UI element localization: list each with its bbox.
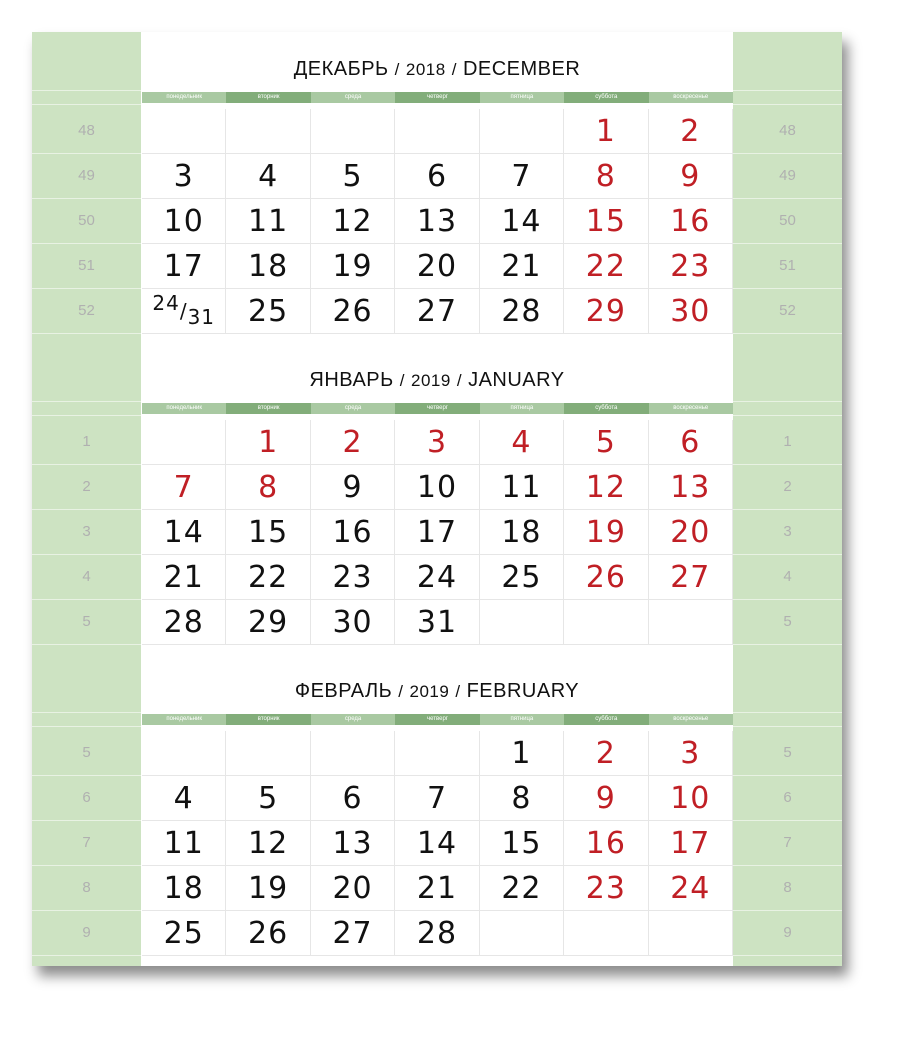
week-number-right: 52 <box>779 302 796 319</box>
header-divider <box>733 401 842 402</box>
weekday-label: вторник <box>226 714 310 725</box>
week-number-right: 4 <box>783 568 792 585</box>
day-cell: 19 <box>226 866 310 911</box>
day-cell: 21 <box>395 866 479 911</box>
day-cell: 29 <box>564 289 648 334</box>
day-cell: 26 <box>226 911 310 956</box>
day-cell: 11 <box>226 199 310 244</box>
week-divider <box>733 333 842 334</box>
week-number-right: 5 <box>783 613 792 630</box>
title-separator: / <box>398 682 404 701</box>
title-separator: / <box>394 60 400 79</box>
week-number-left: 49 <box>78 167 95 184</box>
day-cell: 27 <box>311 911 395 956</box>
day-cell: 7 <box>480 154 564 199</box>
day-cell: 4 <box>142 776 226 821</box>
day-cell: 10 <box>649 776 733 821</box>
day-cell: 1 <box>480 731 564 776</box>
day-cell: 11 <box>142 821 226 866</box>
month-name-ru: ДЕКАБРЬ <box>293 58 389 80</box>
day-cell: 1 <box>226 420 310 465</box>
day-cell: 27 <box>395 289 479 334</box>
header-divider <box>32 401 141 402</box>
day-cell: 3 <box>649 731 733 776</box>
day-grid <box>142 420 733 645</box>
weekday-header <box>142 403 733 414</box>
day-cell: 3 <box>395 420 479 465</box>
combined-day-label: 24/31 <box>152 291 216 329</box>
weekday-label: понедельник <box>142 403 226 414</box>
day-cell: 30 <box>311 600 395 645</box>
day-cell: 13 <box>395 199 479 244</box>
week-number-left: 8 <box>82 879 91 896</box>
weekday-header <box>142 92 733 103</box>
day-cell: 20 <box>395 244 479 289</box>
empty-day-cell <box>564 600 648 645</box>
week-divider <box>32 644 141 645</box>
weekday-label: воскресенье <box>649 714 733 725</box>
weekday-label: вторник <box>226 403 310 414</box>
day-cell: 4 <box>480 420 564 465</box>
day-cell: 3 <box>142 154 226 199</box>
empty-day-cell <box>395 731 479 776</box>
header-divider <box>733 104 842 105</box>
day-cell: 26 <box>564 555 648 600</box>
empty-day-cell <box>564 911 648 956</box>
weekday-label: четверг <box>395 714 479 725</box>
weekday-label: пятница <box>480 714 564 725</box>
week-number-left: 52 <box>78 302 95 319</box>
week-number-left: 1 <box>82 433 91 450</box>
empty-day-cell <box>480 911 564 956</box>
weekday-label: среда <box>311 403 395 414</box>
month-name-en: JANUARY <box>468 369 565 391</box>
day-cell: 13 <box>649 465 733 510</box>
weekday-label: вторник <box>226 92 310 103</box>
empty-day-cell <box>649 600 733 645</box>
day-cell: 15 <box>226 510 310 555</box>
month-title <box>142 58 732 86</box>
title-separator: / <box>456 371 463 390</box>
empty-day-cell <box>142 109 226 154</box>
day-cell: 22 <box>480 866 564 911</box>
empty-day-cell <box>649 911 733 956</box>
week-number-right: 1 <box>783 433 792 450</box>
empty-day-cell <box>311 109 395 154</box>
empty-day-cell <box>311 731 395 776</box>
weekday-label: понедельник <box>142 714 226 725</box>
day-cell: 15 <box>480 821 564 866</box>
week-number-left: 2 <box>82 478 91 495</box>
day-cell: 6 <box>311 776 395 821</box>
day-cell: 6 <box>649 420 733 465</box>
week-number-left: 48 <box>78 122 95 139</box>
day-cell: 7 <box>395 776 479 821</box>
day-cell: 14 <box>142 510 226 555</box>
day-cell: 6 <box>395 154 479 199</box>
day-cell: 5 <box>311 154 395 199</box>
day-cell: 9 <box>649 154 733 199</box>
day-cell: 4 <box>226 154 310 199</box>
day-cell: 8 <box>480 776 564 821</box>
day-cell: 9 <box>564 776 648 821</box>
empty-day-cell <box>142 420 226 465</box>
day-cell: 29 <box>226 600 310 645</box>
week-number-left: 7 <box>82 834 91 851</box>
weekday-label: суббота <box>564 403 648 414</box>
day-cell: 13 <box>311 821 395 866</box>
empty-day-cell <box>395 109 479 154</box>
day-cell: 25 <box>142 911 226 956</box>
calendar-sheet <box>32 32 842 966</box>
week-number-right: 3 <box>783 523 792 540</box>
weekday-label: понедельник <box>142 92 226 103</box>
day-cell: 27 <box>649 555 733 600</box>
day-cell: 28 <box>480 289 564 334</box>
day-cell: 2 <box>564 731 648 776</box>
month-year: 2019 <box>409 682 450 701</box>
header-divider <box>733 726 842 727</box>
day-cell: 16 <box>564 821 648 866</box>
header-divider <box>32 712 141 713</box>
month-name-ru: ЯНВАРЬ <box>309 369 394 391</box>
day-grid <box>142 109 733 334</box>
empty-day-cell <box>142 731 226 776</box>
day-cell: 28 <box>395 911 479 956</box>
week-number-left: 4 <box>82 568 91 585</box>
weekday-label: среда <box>311 714 395 725</box>
week-number-left: 5 <box>82 744 91 761</box>
day-cell: 8 <box>226 465 310 510</box>
day-cell: 2 <box>649 109 733 154</box>
day-cell: 9 <box>311 465 395 510</box>
weekday-label: пятница <box>480 403 564 414</box>
day-cell: 19 <box>311 244 395 289</box>
week-number-right: 5 <box>783 744 792 761</box>
header-divider <box>32 104 141 105</box>
day-cell <box>142 289 226 334</box>
empty-day-cell <box>226 109 310 154</box>
day-cell: 15 <box>564 199 648 244</box>
day-cell: 7 <box>142 465 226 510</box>
month-year: 2018 <box>405 60 446 79</box>
week-number-left: 50 <box>78 212 95 229</box>
day-cell: 12 <box>564 465 648 510</box>
weekday-label: воскресенье <box>649 92 733 103</box>
month-year: 2019 <box>411 371 451 390</box>
month-block-december <box>32 32 842 343</box>
week-number-left: 6 <box>82 789 91 806</box>
month-name-en: FEBRUARY <box>466 680 580 702</box>
weekday-label: суббота <box>564 714 648 725</box>
weekday-label: суббота <box>564 92 648 103</box>
weekday-label: среда <box>311 92 395 103</box>
week-number-right: 50 <box>779 212 796 229</box>
day-cell: 11 <box>480 465 564 510</box>
day-cell: 10 <box>395 465 479 510</box>
month-block-january <box>32 343 842 654</box>
header-divider <box>733 90 842 91</box>
day-cell: 16 <box>311 510 395 555</box>
day-cell: 22 <box>226 555 310 600</box>
weekday-label: воскресенье <box>649 403 733 414</box>
week-number-right: 6 <box>783 789 792 806</box>
day-cell: 14 <box>480 199 564 244</box>
weekday-label: четверг <box>395 92 479 103</box>
month-name-en: DECEMBER <box>462 58 581 80</box>
day-cell: 5 <box>226 776 310 821</box>
month-block-february <box>32 654 842 965</box>
day-cell: 21 <box>480 244 564 289</box>
week-number-left: 5 <box>82 613 91 630</box>
day-cell: 12 <box>226 821 310 866</box>
day-cell: 30 <box>649 289 733 334</box>
day-cell: 18 <box>480 510 564 555</box>
weekday-label: четверг <box>395 403 479 414</box>
day-cell: 24 <box>395 555 479 600</box>
week-number-left: 3 <box>82 523 91 540</box>
week-number-right: 2 <box>783 478 792 495</box>
day-cell: 18 <box>226 244 310 289</box>
weekday-label: пятница <box>480 92 564 103</box>
day-cell: 14 <box>395 821 479 866</box>
week-number-right: 49 <box>779 167 796 184</box>
week-number-right: 7 <box>783 834 792 851</box>
week-number-right: 48 <box>779 122 796 139</box>
month-title <box>142 680 732 708</box>
day-cell: 2 <box>311 420 395 465</box>
day-cell: 19 <box>564 510 648 555</box>
week-number-right: 8 <box>783 879 792 896</box>
day-cell: 26 <box>311 289 395 334</box>
day-cell: 23 <box>649 244 733 289</box>
header-divider <box>32 726 141 727</box>
week-divider <box>32 333 141 334</box>
weekday-header <box>142 714 733 725</box>
empty-day-cell <box>480 109 564 154</box>
empty-day-cell <box>480 600 564 645</box>
day-cell: 10 <box>142 199 226 244</box>
week-number-left: 9 <box>82 924 91 941</box>
month-name-ru: ФЕВРАЛЬ <box>294 680 393 702</box>
day-cell: 18 <box>142 866 226 911</box>
day-cell: 17 <box>395 510 479 555</box>
day-cell: 28 <box>142 600 226 645</box>
header-divider <box>32 415 141 416</box>
day-cell: 1 <box>564 109 648 154</box>
day-cell: 24 <box>649 866 733 911</box>
day-cell: 20 <box>649 510 733 555</box>
month-title <box>142 369 732 397</box>
day-cell: 31 <box>395 600 479 645</box>
day-cell: 17 <box>649 821 733 866</box>
header-divider <box>32 90 141 91</box>
day-cell: 17 <box>142 244 226 289</box>
day-cell: 23 <box>564 866 648 911</box>
week-number-left: 51 <box>78 257 95 274</box>
header-divider <box>733 415 842 416</box>
week-divider <box>733 955 842 956</box>
day-grid <box>142 731 733 956</box>
day-cell: 16 <box>649 199 733 244</box>
day-cell: 22 <box>564 244 648 289</box>
title-separator: / <box>451 60 457 79</box>
header-divider <box>733 712 842 713</box>
empty-day-cell <box>226 731 310 776</box>
title-separator: / <box>399 371 406 390</box>
day-cell: 23 <box>311 555 395 600</box>
day-cell: 12 <box>311 199 395 244</box>
day-cell: 8 <box>564 154 648 199</box>
title-separator: / <box>455 682 461 701</box>
week-divider <box>733 644 842 645</box>
week-number-right: 9 <box>783 924 792 941</box>
day-cell: 20 <box>311 866 395 911</box>
day-cell: 25 <box>480 555 564 600</box>
day-cell: 5 <box>564 420 648 465</box>
day-cell: 25 <box>226 289 310 334</box>
day-cell: 21 <box>142 555 226 600</box>
week-number-right: 51 <box>779 257 796 274</box>
week-divider <box>32 955 141 956</box>
